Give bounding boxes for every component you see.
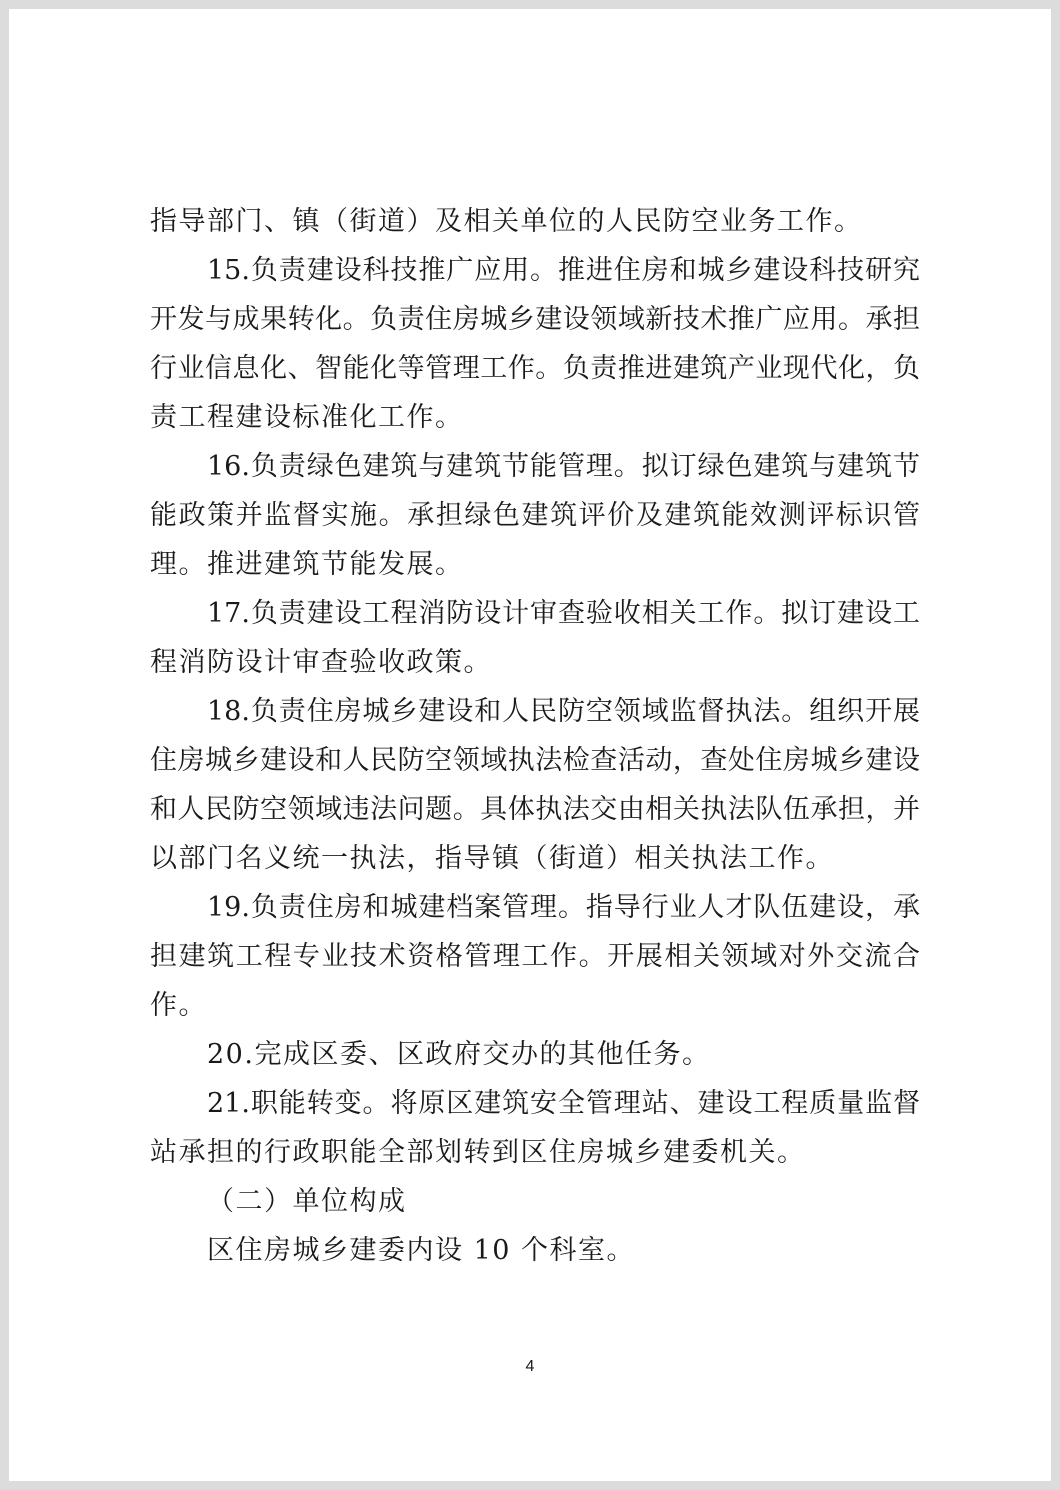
text-line: 21.职能转变。将原区建筑安全管理站、建设工程质量监督 xyxy=(207,1088,920,1119)
text-line: 责工程建设标准化工作。 xyxy=(150,402,464,433)
text-line: 担建筑工程专业技术资格管理工作。开展相关领域对外交流合 xyxy=(150,941,920,972)
text-line: 和人民防空领域违法问题。具体执法交由相关执法队伍承担，并 xyxy=(150,794,920,825)
text-line: 住房城乡建设和人民防空领域执法检查活动，查处住房城乡建设 xyxy=(150,745,920,776)
text-line: 能政策并监督实施。承担绿色建筑评价及建筑能效测评标识管 xyxy=(150,500,920,531)
text-line: 开发与成果转化。负责住房城乡建设领域新技术推广应用。承担 xyxy=(150,304,920,335)
text-line: 以部门名义统一执法，指导镇（街道）相关执法工作。 xyxy=(150,843,834,874)
text-line: 行业信息化、智能化等管理工作。负责推进建筑产业现代化，负 xyxy=(150,353,920,384)
text-line: 指导部门、镇（街道）及相关单位的人民防空业务工作。 xyxy=(150,206,863,237)
text-line: 19.负责住房和城建档案管理。指导行业人才队伍建设，承 xyxy=(207,892,920,923)
page-number: 4 xyxy=(525,1358,535,1375)
section-heading: （二）单位构成 xyxy=(207,1186,407,1217)
text-line: 15.负责建设科技推广应用。推进住房和城乡建设科技研究 xyxy=(207,255,920,286)
text-line: 站承担的行政职能全部划转到区住房城乡建委机关。 xyxy=(150,1137,806,1168)
text-line: 程消防设计审查验收政策。 xyxy=(150,647,492,678)
text-line: 作。 xyxy=(150,990,207,1021)
text-line: 20.完成区委、区政府交办的其他任务。 xyxy=(207,1039,711,1070)
text-line: 17.负责建设工程消防设计审查验收相关工作。拟订建设工 xyxy=(207,598,920,629)
text-line: 区住房城乡建委内设 10 个科室。 xyxy=(207,1235,636,1266)
text-line: 理。推进建筑节能发展。 xyxy=(150,549,464,580)
text-line: 16.负责绿色建筑与建筑节能管理。拟订绿色建筑与建筑节 xyxy=(207,451,920,482)
text-line: 18.负责住房城乡建设和人民防空领域监督执法。组织开展 xyxy=(207,696,920,727)
